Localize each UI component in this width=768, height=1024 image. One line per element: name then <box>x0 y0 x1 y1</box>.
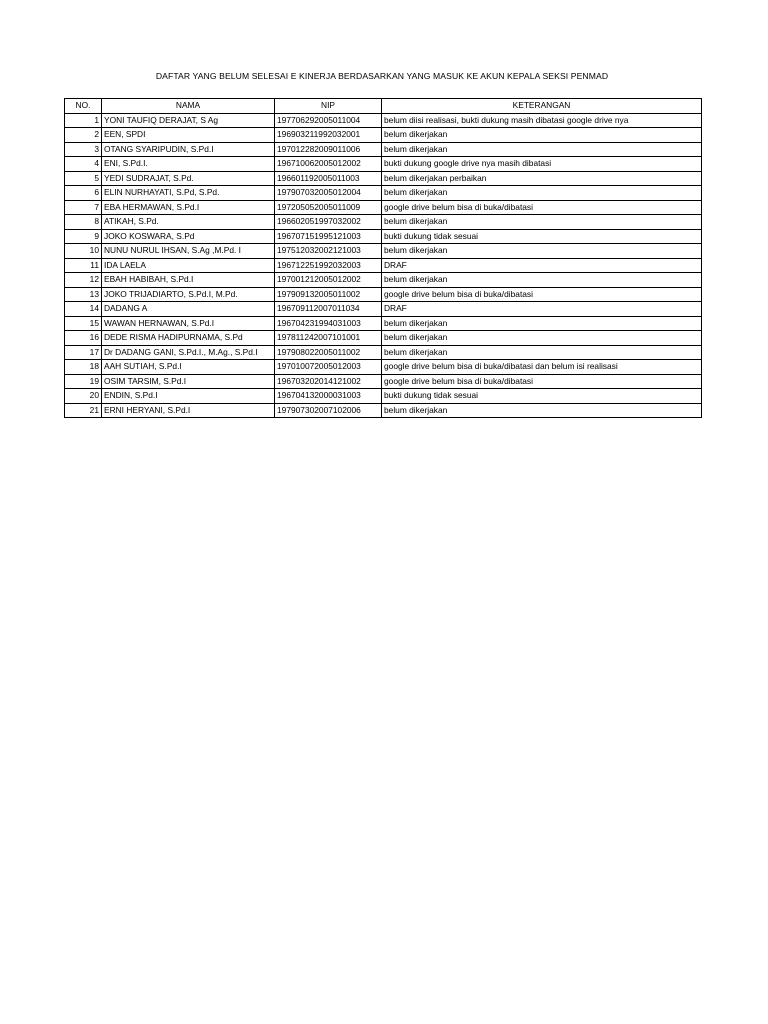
cell-nip: 197909132005011002 <box>275 287 382 302</box>
cell-keterangan: belum dikerjakan <box>382 128 702 143</box>
table-row <box>65 316 702 331</box>
cell-nip: 197205052005011009 <box>275 200 382 215</box>
cell-keterangan: belum dikerjakan <box>382 331 702 346</box>
cell-nama: JOKO KOSWARA, S.Pd <box>102 229 275 244</box>
table-row <box>65 302 702 317</box>
page-title: DAFTAR YANG BELUM SELESAI E KINERJA BERDASARKAN YANG MASUK KE AKUN KEPALA SEKSI PENMAD <box>155 71 609 81</box>
table-row <box>65 142 702 157</box>
table-row <box>65 331 702 346</box>
cell-no: 20 <box>65 389 102 404</box>
table-row <box>65 215 702 230</box>
cell-nip: 196602051997032002 <box>275 215 382 230</box>
cell-nama: YEDI SUDRAJAT, S.Pd. <box>102 171 275 186</box>
cell-keterangan: DRAF <box>382 258 702 273</box>
cell-no: 9 <box>65 229 102 244</box>
table-row <box>65 287 702 302</box>
column-header-no: NO. <box>65 99 102 114</box>
table-row <box>65 200 702 215</box>
table-row <box>65 244 702 259</box>
cell-nip: 196707151995121003 <box>275 229 382 244</box>
cell-no: 5 <box>65 171 102 186</box>
table-row <box>65 273 702 288</box>
cell-keterangan: google drive belum bisa di buka/dibatasi dan belum isi realisasi <box>382 360 702 375</box>
cell-keterangan: belum dikerjakan <box>382 316 702 331</box>
cell-keterangan: belum dikerjakan <box>382 215 702 230</box>
table-row <box>65 113 702 128</box>
cell-nip: 196709112007011034 <box>275 302 382 317</box>
cell-nama: ATIKAH, S.Pd. <box>102 215 275 230</box>
cell-nama: DADANG A <box>102 302 275 317</box>
table-row <box>65 186 702 201</box>
table-row <box>65 157 702 172</box>
cell-nama: ERNI HERYANI, S.Pd.I <box>102 403 275 418</box>
cell-no: 16 <box>65 331 102 346</box>
cell-nama: ELIN NURHAYATI, S.Pd, S.Pd. <box>102 186 275 201</box>
cell-nip: 196903211992032001 <box>275 128 382 143</box>
cell-no: 19 <box>65 374 102 389</box>
cell-keterangan: google drive belum bisa di buka/dibatasi <box>382 287 702 302</box>
cell-nip: 197908022005011002 <box>275 345 382 360</box>
column-header-nama: NAMA <box>102 99 275 114</box>
cell-keterangan: belum dikerjakan <box>382 186 702 201</box>
cell-nip: 196704231994031003 <box>275 316 382 331</box>
cell-nama: NUNU NURUL IHSAN, S.Ag ,M.Pd. I <box>102 244 275 259</box>
cell-keterangan: belum dikerjakan <box>382 273 702 288</box>
cell-nama: ENI, S.Pd.I. <box>102 157 275 172</box>
cell-keterangan: google drive belum bisa di buka/dibatasi <box>382 200 702 215</box>
cell-nip: 197811242007101001 <box>275 331 382 346</box>
cell-nama: Dr DADANG GANI, S.Pd.I., M.Ag., S.Pd.I <box>102 345 275 360</box>
cell-keterangan: belum diisi realisasi, bukti dukung masih dibatasi google drive nya <box>382 113 702 128</box>
cell-nama: EEN, SPDI <box>102 128 275 143</box>
cell-no: 15 <box>65 316 102 331</box>
cell-keterangan: bukti dukung google drive nya masih dibatasi <box>382 157 702 172</box>
cell-no: 8 <box>65 215 102 230</box>
table-row <box>65 389 702 404</box>
table-row <box>65 258 702 273</box>
table-row <box>65 374 702 389</box>
cell-keterangan: belum dikerjakan <box>382 244 702 259</box>
column-header-nip: NIP <box>275 99 382 114</box>
cell-keterangan: bukti dukung tidak sesuai <box>382 389 702 404</box>
column-header-keterangan: KETERANGAN <box>382 99 702 114</box>
cell-no: 21 <box>65 403 102 418</box>
cell-no: 4 <box>65 157 102 172</box>
cell-nip: 197907302007102006 <box>275 403 382 418</box>
cell-no: 6 <box>65 186 102 201</box>
cell-keterangan: belum dikerjakan <box>382 345 702 360</box>
table-row <box>65 128 702 143</box>
table-row <box>65 360 702 375</box>
table-body <box>65 113 702 418</box>
table-row <box>65 229 702 244</box>
cell-nama: WAWAN HERNAWAN, S.Pd.I <box>102 316 275 331</box>
table-row <box>65 171 702 186</box>
cell-nama: JOKO TRIJADIARTO, S.Pd.I, M.Pd. <box>102 287 275 302</box>
cell-nip: 196712251992032003 <box>275 258 382 273</box>
cell-nama: OTANG SYARIPUDIN, S.Pd.I <box>102 142 275 157</box>
cell-no: 1 <box>65 113 102 128</box>
cell-no: 10 <box>65 244 102 259</box>
cell-no: 7 <box>65 200 102 215</box>
data-table <box>64 98 702 418</box>
cell-nip: 197907032005012004 <box>275 186 382 201</box>
cell-nip: 197706292005011004 <box>275 113 382 128</box>
cell-no: 17 <box>65 345 102 360</box>
cell-nama: OSIM TARSIM, S.Pd.I <box>102 374 275 389</box>
cell-nip: 196704132000031003 <box>275 389 382 404</box>
cell-nip: 196710062005012002 <box>275 157 382 172</box>
cell-no: 14 <box>65 302 102 317</box>
table-header-row <box>65 99 702 114</box>
cell-nip: 197010072005012003 <box>275 360 382 375</box>
cell-no: 18 <box>65 360 102 375</box>
cell-no: 2 <box>65 128 102 143</box>
cell-no: 13 <box>65 287 102 302</box>
cell-no: 11 <box>65 258 102 273</box>
cell-nama: YONI TAUFIQ DERAJAT, S Ag <box>102 113 275 128</box>
cell-keterangan: bukti dukung tidak sesuai <box>382 229 702 244</box>
cell-nip: 197001212005012002 <box>275 273 382 288</box>
cell-nip: 196601192005011003 <box>275 171 382 186</box>
cell-keterangan: belum dikerjakan <box>382 142 702 157</box>
cell-nama: EBAH HABIBAH, S.Pd.I <box>102 273 275 288</box>
cell-nama: DEDE RISMA HADIPURNAMA, S.Pd <box>102 331 275 346</box>
cell-keterangan: belum dikerjakan <box>382 403 702 418</box>
cell-nip: 197012282009011006 <box>275 142 382 157</box>
cell-nama: ENDIN, S.Pd.I <box>102 389 275 404</box>
cell-nip: 196703202014121002 <box>275 374 382 389</box>
cell-nama: IDA LAELA <box>102 258 275 273</box>
cell-keterangan: belum dikerjakan perbaikan <box>382 171 702 186</box>
cell-no: 3 <box>65 142 102 157</box>
cell-nama: AAH SUTIAH, S.Pd.I <box>102 360 275 375</box>
cell-no: 12 <box>65 273 102 288</box>
cell-keterangan: DRAF <box>382 302 702 317</box>
table-row <box>65 403 702 418</box>
cell-nip: 197512032002121003 <box>275 244 382 259</box>
table-row <box>65 345 702 360</box>
cell-nama: EBA HERMAWAN, S.Pd.I <box>102 200 275 215</box>
cell-keterangan: google drive belum bisa di buka/dibatasi <box>382 374 702 389</box>
